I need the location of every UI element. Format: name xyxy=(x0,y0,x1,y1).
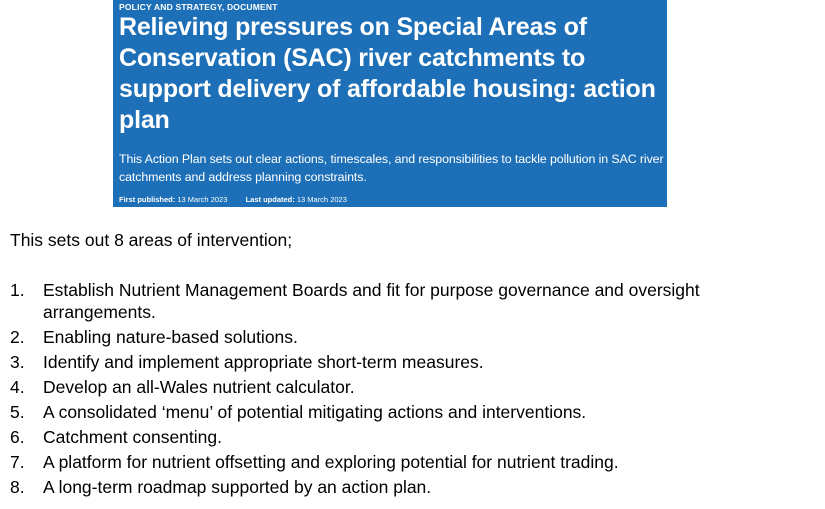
list-item-text: Identify and implement appropriate short-term measures. xyxy=(43,352,484,372)
list-item xyxy=(10,476,820,498)
list-item xyxy=(10,401,820,423)
list-item xyxy=(10,351,820,373)
list-item xyxy=(10,426,820,448)
list-item-text: A long-term roadmap supported by an action plan. xyxy=(43,477,432,497)
list-item-number: 5. xyxy=(10,402,25,422)
list-item-number: 3. xyxy=(10,352,25,372)
list-item-text: A platform for nutrient offsetting and exploring potential for nutrient trading. xyxy=(43,452,619,472)
list-item-number: 4. xyxy=(10,377,25,397)
document-summary: This Action Plan sets out clear actions, timescales, and responsibilities to tackle pollution in SAC river catchments and address planning constraints. xyxy=(119,152,664,184)
document-category: POLICY AND STRATEGY, DOCUMENT xyxy=(119,2,278,12)
list-item-text: Enabling nature-based solutions. xyxy=(43,327,298,347)
list-item-text: Develop an all-Wales nutrient calculator. xyxy=(43,377,355,397)
list-item-number: 8. xyxy=(10,477,25,497)
list-item xyxy=(10,279,820,323)
list-item-text: Catchment consenting. xyxy=(43,427,222,447)
list-item-number: 1. xyxy=(10,280,25,300)
interventions-list xyxy=(10,279,820,501)
intro-text: This sets out 8 areas of intervention; xyxy=(10,230,293,250)
first-published-date: 13 March 2023 xyxy=(177,195,228,204)
last-updated-date: 13 March 2023 xyxy=(296,195,347,204)
document-title: Relieving pressures on Special Areas of Conservation (SAC) river catchments to support delivery of affordable housing: action plan xyxy=(119,13,656,134)
list-item xyxy=(10,376,820,398)
list-item xyxy=(10,326,820,348)
document-header-banner xyxy=(113,0,667,207)
list-item-number: 6. xyxy=(10,427,25,447)
list-item-text: Establish Nutrient Management Boards and fit for purpose governance and oversight arrangements. xyxy=(43,280,700,322)
list-item-number: 2. xyxy=(10,327,25,347)
document-dates xyxy=(119,195,347,205)
list-item-number: 7. xyxy=(10,452,25,472)
last-updated-label: Last updated: xyxy=(245,195,295,204)
list-item xyxy=(10,451,820,473)
list-item-text: A consolidated ‘menu’ of potential mitigating actions and interventions. xyxy=(43,402,587,422)
first-published-label: First published: xyxy=(119,195,176,204)
